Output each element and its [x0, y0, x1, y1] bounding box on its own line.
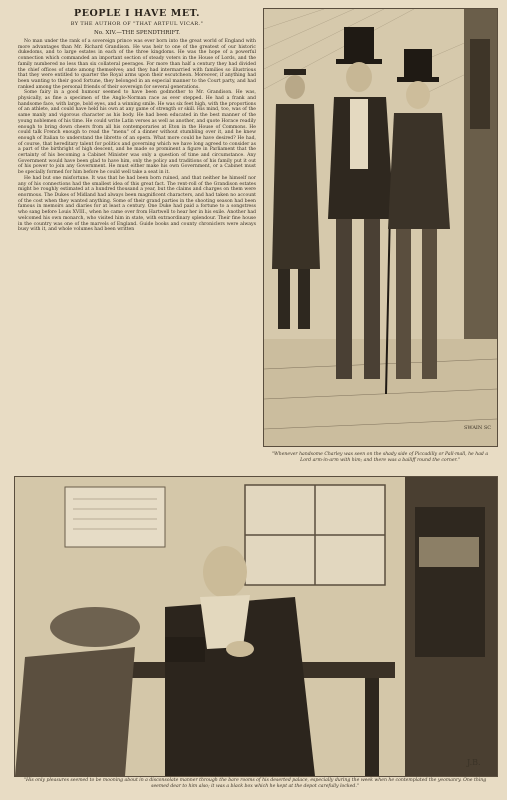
- old-man-illustration: [14, 476, 498, 777]
- article-paragraph: Some fairy in a good humour seemed to have been godmother to Mr. Grandison. He was, physically, as fine a specimen of the Anglo-Norman race as ever stepped. He had a frank and handsome face, with large, bold eyes, and a winning smile. He was six feet high, with the proportions of an athlete, and could have held his own at any game of strength or skill. His mind, too, was of the same manly and vigorous character as his body. He had been educated in the best manner of the young noblemen of his time. He could write Latin verses as well as another, and quote Horace readily enough to bring down cheers from all his contemporaries at Eton in the House of Commons. He could talk French enough to read the "menu" of a dinner without stumbling over it, and he knew enough of Italian to understand the libretto of an opera. What more could he have desired? He had, of course, that hereditary talent for politics and governing which we have long agreed to consider as a part of the birthright of high descent, and he made so prominent a figure in Parliament that the certainty of his becoming a Cabinet Minister was only a question of time and circumstance. Any Government would have been glad to have him, only the policy and traditions of his family put it out of his power to join any Government. He must either make his own Government, or a Cabinet must be specially formed for him before he could well take a seat in it.: [18, 90, 256, 176]
- article-title: PEOPLE I HAVE MET.: [73, 8, 201, 19]
- street-scene-illustration: [263, 8, 498, 447]
- chapter-heading: No. XIV.—THE SPENDTHRIFT.: [93, 30, 180, 36]
- svg-text:J.B.: J.B.: [467, 758, 481, 767]
- article-paragraph: He had but one misfortune. It was that he had been born ruined, and that neither he himself nor any of his connections had the smallest idea of this great fact. The rent-roll of the Grandison estates might be roughly estimated at a hundred thousand a year, but the claims and charges on them were enormous. The Dukes of Midland had always been magnificent characters, and had taken no account of the cost when they wanted anything. Some of their grand parties in the shooting season had been famous in memoirs and diaries for at least a century. One Duke had paid a fortune to a songstress who sang before Louis XVIII., when he came over from Hartwell to hear her in his exile. Another had welcomed his own monarch, who visited him in state, with extraordinary splendour. Their fine house in the country was one of the marvels of England. Guide books and county chroniclers were always busy with it, and whole volumes had been written: [18, 175, 256, 233]
- article-column: [18, 8, 256, 468]
- article-byline: BY THE AUTHOR OF "THAT ARTFUL VICAR.": [70, 21, 204, 27]
- article-paragraph: No man under the rank of a sovereign prince was ever born into the great world of England with more advantages than Mr. Richard Grandison. He was heir to one of the greatest of our historic dukedoms, and to large estates in each of the three kingdoms. He was the hope of a powerful connection which commanded an important section of steady voters in the House of Lords, and the family numbered no less than six collateral peerages. For more than half a century they had divided the chief offices of state among themselves; and they had intermarried with families so illustrious that they were entitled to quarter the Royal arms upon their escutcheon. Moreover, if anything had been wanting to their good fortune, they belonged in an especial manner to the Court party, and had ranked among the personal friends of their sovereign for several generations.: [18, 39, 256, 90]
- bottom-illustration-caption: "His only pleasures seemed to be mooning about in a disconsolate manner through the bare rooms of his deserted palace, especially during the week when he contemplated the yeomanry. One thing seemed dear to him also; it was a black box which he kept at the depot carefully locked.": [23, 778, 487, 789]
- svg-text:SWAIN SC: SWAIN SC: [464, 425, 492, 431]
- top-illustration-caption: "Whenever handsome Charley was seen on the shady side of Piccadilly or Pall-mall, he had a Lord arm-in-arm with him; and there was a bailiff round the corner.": [271, 452, 489, 463]
